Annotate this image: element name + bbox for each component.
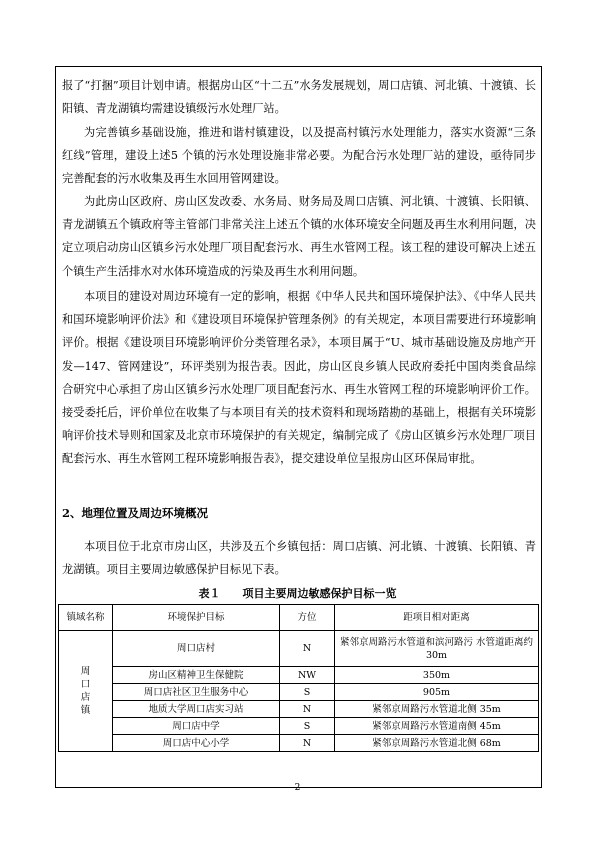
- table-row: [59, 701, 539, 718]
- target-cell: 房山区精神卫生保健院: [113, 667, 280, 684]
- target-cell: 周口店中心小学: [113, 735, 280, 752]
- paragraph-3: 为此房山区政府、房山区发改委、水务局、财务局及周口店镇、河北镇、十渡镇、长阳镇、青龙湖镇五个镇政府等主管部门非常关注上述五个镇的水体环境安全问题及再生水利用问题，决定立项启动房山区镇乡污水处理厂项目配套污水、再生水管网工程。该工程的建设可解决上述五个镇生产生活排水对水体环境造成的污染及再生水利用问题。: [62, 195, 536, 278]
- target-cell: 周口店社区卫生服务中心: [113, 684, 280, 701]
- town-char: 镇: [80, 705, 91, 716]
- table-row: [59, 735, 539, 752]
- header-distance: 距项目相对距离: [335, 605, 539, 631]
- table-row: [59, 631, 539, 667]
- target-cell: 周口店村: [113, 631, 280, 667]
- sensitive-targets-table: [58, 604, 539, 752]
- table-row: [59, 667, 539, 684]
- table-header-row: [59, 605, 539, 631]
- header-town: 镇域名称: [59, 605, 113, 631]
- paragraph-4: 本项目的建设对周边环境有一定的影响，根据《中华人民共和国环境保护法》、《中华人民共和国环境影响评价法》和《建设项目环境保护管理条例》的有关规定，本项目需要进行环境影响评价。根据《建设项目环境影响评价分类管理名录》，本项目属于“U、城市基础设施及房地产开发—147、管网建设”，环评类别为报告表。因此，房山区良乡镇人民政府委托中国肉类食品综合研究中心承担了房山区镇乡污水处理厂项目配套污水、再生水管网工程的环境影响评价工作。接受委托后，评价单位在收集了与本项目有关的技术资料和现场踏勘的基础上，根据有关环境影响评价技术导则和国家及北京市环境保护的有关规定，编制完成了《房山区镇乡污水处理厂项目配套污水、再生水管网工程环境影响报告表》，提交建设单位呈报房山区环保局审批。: [62, 290, 536, 466]
- table-caption: 表１ 项目主要周边敏感保护目标一览: [198, 587, 397, 600]
- direction-cell: NW: [280, 667, 335, 684]
- target-cell: 周口店中学: [113, 718, 280, 735]
- table-row: [59, 718, 539, 735]
- paragraph-1: 报了“打捆”项目计划申请。根据房山区“十二五”水务发展规划，周口店镇、河北镇、十渡镇、长阳镇、青龙湖镇均需建设镇级污水处理厂站。: [62, 79, 536, 116]
- distance-cell: 紧邻京周路污水管道南侧 45m: [335, 718, 539, 735]
- direction-cell: N: [280, 701, 335, 718]
- section-paragraph: 本项目位于北京市房山区，共涉及五个乡镇包括：周口店镇、河北镇、十渡镇、长阳镇、青龙湖镇。项目主要周边敏感保护目标见下表。: [62, 540, 536, 577]
- direction-cell: N: [280, 631, 335, 667]
- page-number: 2: [294, 783, 301, 793]
- direction-cell: N: [280, 735, 335, 752]
- town-name-cell: [59, 631, 113, 752]
- distance-cell: 紧邻京周路污水管道北侧 68m: [335, 735, 539, 752]
- distance-cell: 350m: [335, 667, 539, 684]
- header-direction: 方位: [280, 605, 335, 631]
- target-cell: 地质大学周口店实习站: [113, 701, 280, 718]
- distance-cell: 905m: [335, 684, 539, 701]
- header-target: 环境保护目标: [113, 605, 280, 631]
- town-char: 周: [80, 666, 91, 677]
- town-char: 口: [80, 679, 91, 690]
- distance-cell: 紧邻京周路污水管道北侧 35m: [335, 701, 539, 718]
- distance-cell: 紧邻京周路污水管道和滨河路污 水管道距离约30m: [335, 631, 539, 667]
- direction-cell: S: [280, 718, 335, 735]
- table-row: [59, 684, 539, 701]
- direction-cell: S: [280, 684, 335, 701]
- town-char: 店: [80, 692, 91, 703]
- section-heading: 2、地理位置及周边环境概况: [62, 506, 209, 520]
- paragraph-2: 为完善镇乡基础设施，推进和谐村镇建设，以及提高村镇污水处理能力，落实水资源“三条红线”管理，建设上述5 个镇的污水处理设施非常必要。为配合污水处理厂站的建设，亟待同步完善配套的污水收集及再生水回用管网建设。: [62, 126, 536, 186]
